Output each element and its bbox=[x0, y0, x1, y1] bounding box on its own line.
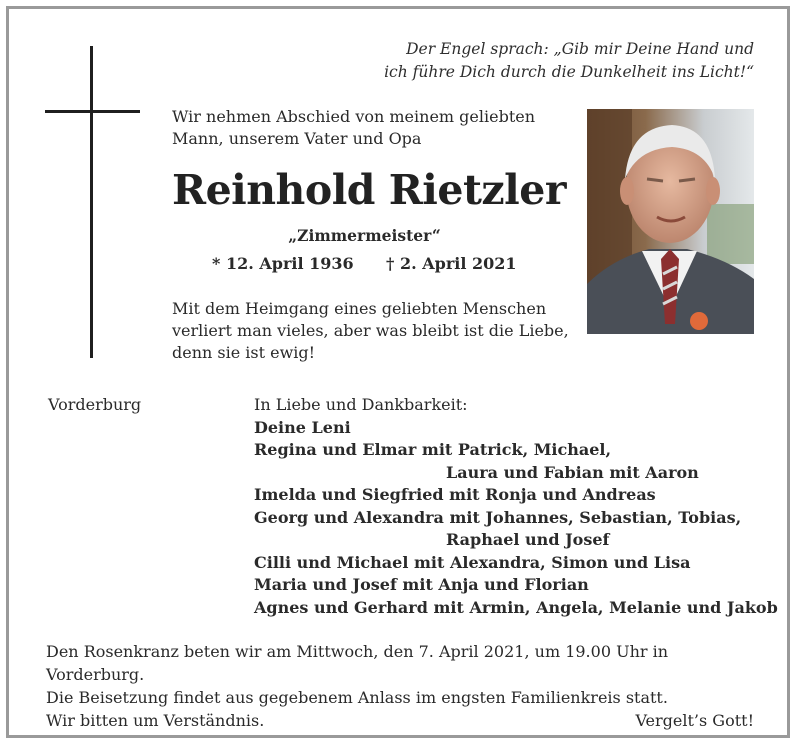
footer-line-1: Den Rosenkranz beten wir am Mittwoch, den 7. April 2021, um 19.00 Uhr in Vorderburg. bbox=[46, 642, 669, 684]
portrait-image bbox=[587, 109, 754, 334]
closing-phrase: Vergelt’s Gott! bbox=[635, 711, 754, 730]
intro-line-1: Wir nehmen Abschied von meinem geliebten bbox=[172, 107, 536, 126]
cross-icon-horizontal bbox=[45, 110, 140, 113]
intro-line-2: Mann, unserem Vater und Opa bbox=[172, 129, 422, 148]
family-line: Agnes und Gerhard mit Armin, Angela, Melanie und Jakob bbox=[254, 597, 778, 617]
family-line: Deine Leni bbox=[254, 417, 351, 437]
verse-line-3: denn sie ist ewig! bbox=[172, 343, 316, 362]
footer-last-row bbox=[46, 709, 754, 732]
portrait-photo bbox=[587, 109, 754, 334]
footer-line-3: Wir bitten um Verständnis. bbox=[46, 711, 265, 730]
family-line: Imelda und Siegfried mit Ronja und Andreas bbox=[254, 485, 656, 504]
deceased-name: Reinhold Rietzler bbox=[172, 166, 566, 214]
verse-line-2: verliert man vieles, aber was bleibt ist die Liebe, bbox=[172, 321, 569, 340]
family-line: Raphael und Josef bbox=[446, 530, 610, 549]
family-line: Cilli und Michael mit Alexandra, Simon und Lisa bbox=[254, 552, 691, 572]
memorial-verse bbox=[172, 298, 569, 364]
death-date: † 2. April 2021 bbox=[386, 254, 517, 273]
family-line: Georg und Alexandra mit Johannes, Sebastian, Tobias, bbox=[254, 507, 742, 527]
verse-line-1: Mit dem Heimgang eines geliebten Menschen bbox=[172, 299, 547, 318]
intro-text bbox=[172, 106, 535, 150]
footer-line-2: Die Beisetzung findet aus gegebenem Anlass im engsten Familienkreis statt. bbox=[46, 688, 668, 707]
family-heading: In Liebe und Dankbarkeit: bbox=[254, 395, 468, 414]
deceased-title: „Zimmermeister“ bbox=[288, 226, 441, 245]
quote-line-1: Der Engel sprach: „Gib mir Deine Hand und bbox=[406, 40, 754, 58]
service-info bbox=[46, 640, 754, 732]
family-line: Laura und Fabian mit Aaron bbox=[446, 462, 699, 482]
angel-quote bbox=[334, 38, 754, 84]
family-line: Regina und Elmar mit Patrick, Michael, bbox=[254, 440, 612, 459]
family-list bbox=[254, 394, 778, 619]
family-line: Maria und Josef mit Anja und Florian bbox=[254, 575, 589, 594]
birth-date: * 12. April 1936 bbox=[212, 254, 354, 273]
cross-icon-vertical bbox=[90, 46, 93, 358]
place-name: Vorderburg bbox=[48, 395, 142, 414]
quote-line-2: ich führe Dich durch die Dunkelheit ins Licht!“ bbox=[384, 63, 754, 81]
